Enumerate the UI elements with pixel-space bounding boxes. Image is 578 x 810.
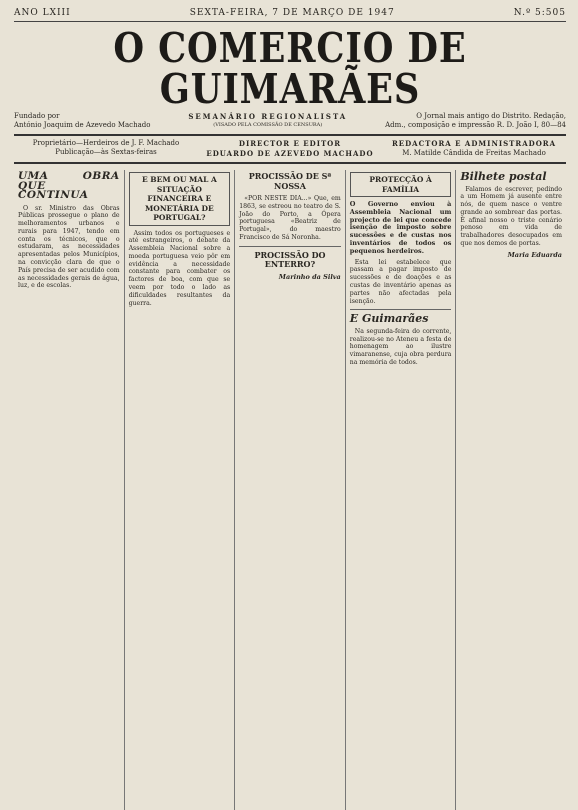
tagline: SEMANÁRIO REGIONALISTA (VISADO PELA COMISSÃO DE CENSURA) — [188, 112, 348, 128]
article-1-body: O sr. Ministro das Obras Públicas prossegue o plano de melhoramentos urbanos e rurais para 1947, tendo em conta os técnicos, que o estudaram, as necessidades apresentadas pelos Municípios, na convicção clara de que o País precisa de ser acudido com as necessidades gerais de água, luz, e de escolas. — [18, 204, 120, 290]
newspaper-title: O COMERCIO DE GUIMARÃES — [113, 24, 467, 113]
masthead-subrow — [14, 112, 566, 130]
column-5 — [456, 170, 566, 810]
article-3-body: «POR NESTE DIA...» Que, em 1863, se estreou no teatro de S. João do Porto, a Ópera portuguesa «Beatriz de Portugal», do maestro Francisco de Sá Noronha. — [239, 195, 341, 241]
year: ANO LXIII — [14, 8, 71, 18]
column-2 — [125, 170, 236, 810]
header-line — [14, 8, 566, 22]
director-block: DIRECTOR E EDITOR EDUARDO DE AZEVEDO MACHADO — [206, 139, 374, 158]
admin-block: REDACTORA E ADMINISTRADORA M. Matilde Cândida de Freitas Machado — [391, 139, 557, 157]
article-6-body: Na segunda-feira do corrente, realizou-se no Ateneu a festa de homenagem ao ilustre vimaranense, cuja obra perdura na memória de todos. — [349, 327, 452, 367]
article-5-body: Falamos de escrever, pedindo a um Homem já ausente entre nós, de quem nasce o ventre grande ao sombrear das portas. É afinal nosso o triste cenário penoso em vida de trabalhadores desocupados em que nos demos de portas. — [460, 185, 562, 248]
article-6-title: E Guimarães — [349, 312, 429, 326]
oldest-note: O Jornal mais antigo do Distrito. Redação, Adm., composição e impressão R. D. João I, 80—84 — [385, 112, 566, 129]
article-2-body: Assim todos os portugueses e até estrangeiros, o debate da Assembleia Nacional sobre a moeda portuguesa veio pôr em evidência a necessidade constante para combater os factores de boa, com que se veem por todo o lado as dificuldades resultantes da guerra. — [128, 229, 231, 307]
article-1-title: UMA OBRA QUE CONTINUA — [18, 170, 120, 201]
article-4-title: PROTECÇÃO À FAMÍLIA — [350, 172, 452, 197]
founder-block: Fundado por António Joaquim de Azevedo Machado — [14, 112, 151, 129]
article-5-signature: Maria Eduarda — [507, 250, 562, 259]
masthead — [14, 24, 566, 113]
owner-block: Proprietário—Herdeiros de J. F. Machado Publicação—às Sextas-feiras — [32, 139, 180, 156]
issue-number: N.º 5:505 — [513, 8, 566, 18]
article-2-title: E BEM OU MAL A SITUAÇÃO FINANCEIRA E MONETÁRIA DE PORTUGAL? — [129, 172, 231, 226]
date: SEXTA-FEIRA, 7 DE MARÇO DE 1947 — [189, 8, 395, 18]
article-columns — [14, 170, 566, 810]
column-1 — [14, 170, 125, 810]
article-3-subtitle: PROCISSÃO DO ENTERRO? — [254, 249, 326, 270]
column-4 — [346, 170, 457, 810]
article-5-title: Bilhete postal — [460, 170, 547, 183]
column-3 — [235, 170, 346, 810]
divider — [239, 246, 341, 247]
article-4-subtitle: O Governo enviou à Assembleia Nacional um projecto de lei que concede isenção de imposto sobre sucessões e de custas nos inventários de todos os pequenos herdeiros. — [349, 200, 452, 255]
divider — [350, 309, 452, 310]
article-3-title: PROCISSÃO DE Sª NOSSA — [248, 171, 332, 191]
article-4-body: Esta lei estabelece que passam a pagar imposto de sucessões e de doações e as custas de inventário apenas as partes não afectadas pela isenção. — [349, 258, 452, 305]
staff-bar — [14, 134, 566, 164]
article-3-signature: Marinho da Silva — [278, 272, 341, 281]
